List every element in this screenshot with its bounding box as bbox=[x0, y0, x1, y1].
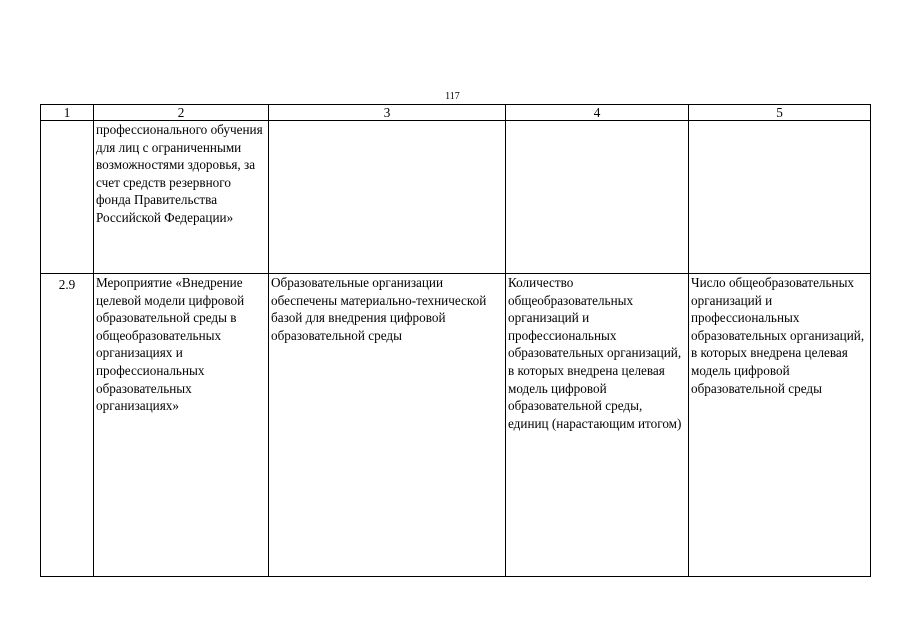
indicator-cell: Количество общеобразовательных организаций и профессиональных образовательных организаций, в которых внедрена целевая модель цифровой образовательной среды, единиц (нарастающим итогом) bbox=[506, 274, 689, 577]
document-table bbox=[40, 104, 871, 577]
header-cell: 5 bbox=[689, 105, 871, 121]
row-number-cell bbox=[41, 121, 94, 274]
table-row bbox=[41, 274, 871, 577]
header-cell: 1 bbox=[41, 105, 94, 121]
page-number: 117 bbox=[445, 91, 460, 102]
result-cell bbox=[269, 121, 506, 274]
indicator-cell bbox=[506, 121, 689, 274]
table-header-row bbox=[41, 105, 871, 121]
header-cell: 3 bbox=[269, 105, 506, 121]
header-cell: 2 bbox=[94, 105, 269, 121]
row-number-cell: 2.9 bbox=[41, 274, 94, 577]
activity-cell: профессионального обучения для лиц с ограниченными возможностями здоровья, за счет средств резервного фонда Правительства Российской Федерации» bbox=[94, 121, 269, 274]
header-cell: 4 bbox=[506, 105, 689, 121]
table-row bbox=[41, 121, 871, 274]
indicator-description-cell bbox=[689, 121, 871, 274]
result-cell: Образовательные организации обеспечены материально-технической базой для внедрения цифровой образовательной среды bbox=[269, 274, 506, 577]
indicator-description-cell: Число общеобразовательных организаций и профессиональных образовательных организаций, в которых внедрена целевая модель цифровой образовательной среды bbox=[689, 274, 871, 577]
activity-cell: Мероприятие «Внедрение целевой модели цифровой образовательной среды в общеобразовательных организациях и профессиональных образовательных организациях» bbox=[94, 274, 269, 577]
